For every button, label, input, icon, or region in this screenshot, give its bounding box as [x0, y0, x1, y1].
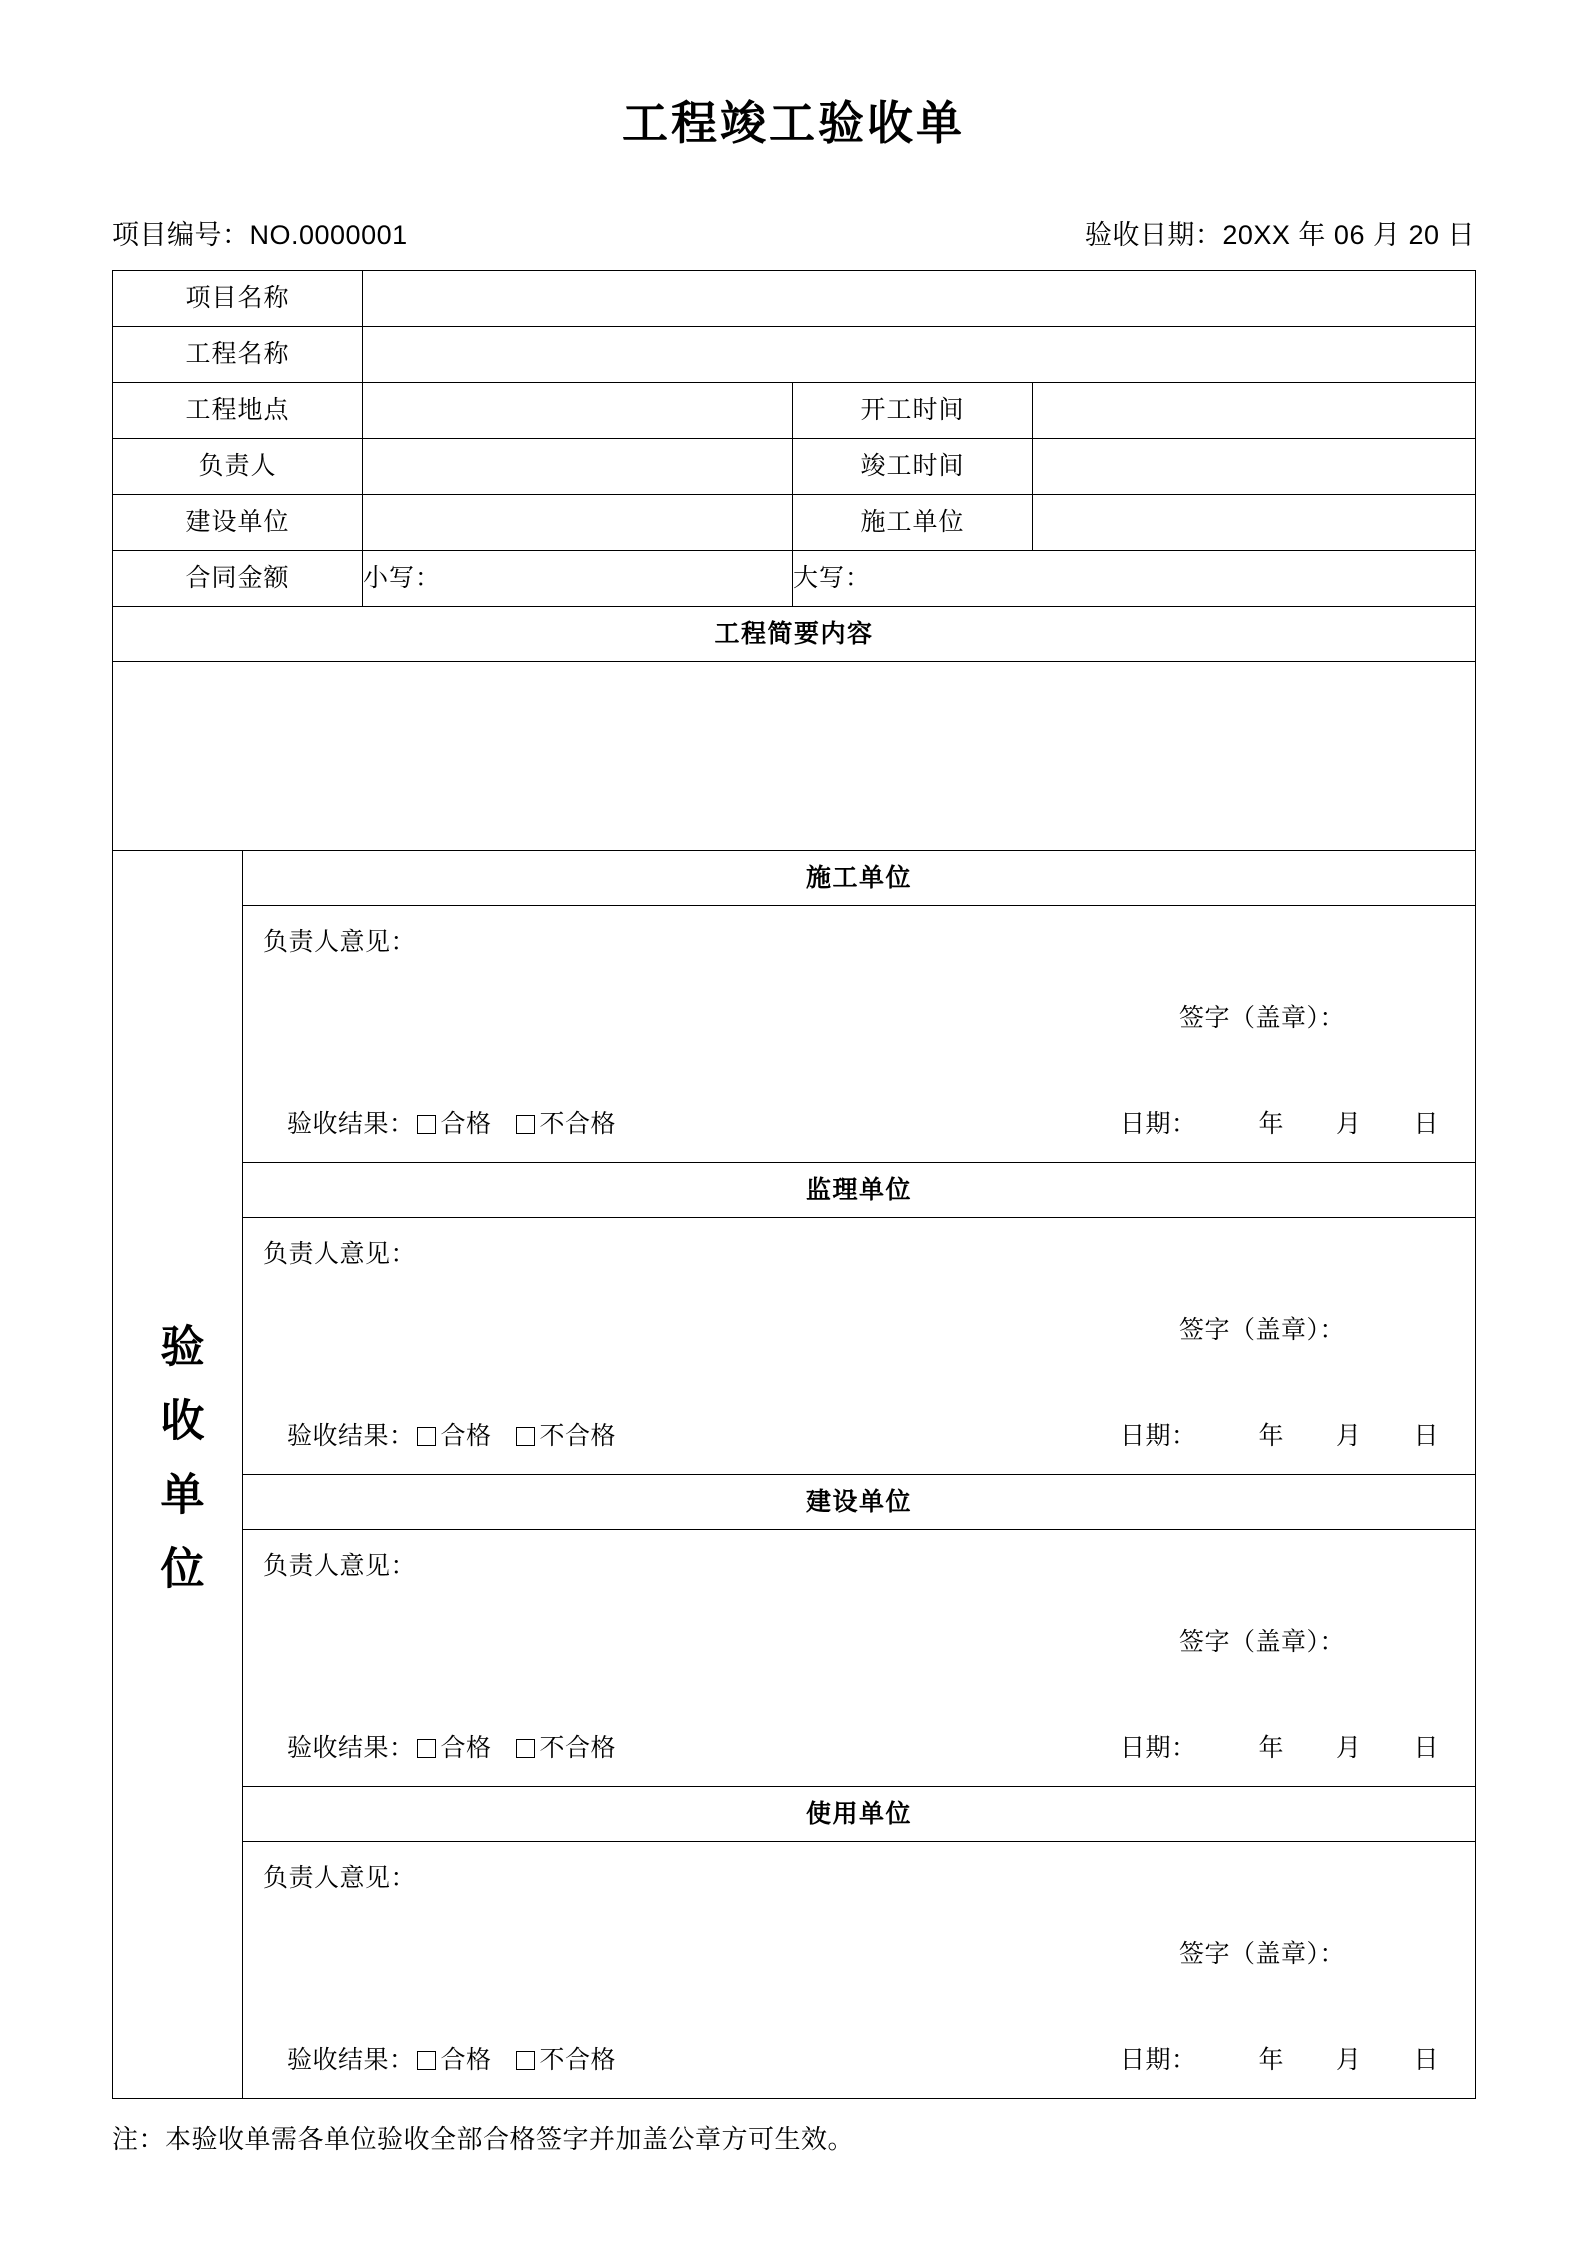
- pass-label-text: 合格: [440, 1734, 492, 1763]
- fail-label-text: 不合格: [539, 1734, 617, 1763]
- main-form-table: [112, 270, 1476, 2099]
- contractor-value[interactable]: [1033, 495, 1476, 551]
- date-label-text: 日期：: [1119, 1422, 1197, 1451]
- checkbox-fail-user[interactable]: [516, 2051, 535, 2070]
- month-label-text: 月: [1336, 1422, 1362, 1451]
- checkbox-pass-contractor[interactable]: [417, 1115, 436, 1134]
- opinion-label-owner: [263, 1546, 416, 1582]
- unit-name-owner: 建设单位: [243, 1475, 1475, 1530]
- construction-owner-value[interactable]: [363, 495, 793, 551]
- pass-label-text: 合格: [440, 1422, 492, 1451]
- fail-label-text: 不合格: [539, 2046, 617, 2075]
- day-label-text: 日: [1413, 1110, 1440, 1139]
- signature-label-text: 签字（盖章）：: [1179, 1940, 1346, 1969]
- acceptance-date-value: 20XX 年 06 月 20 日: [1222, 220, 1475, 251]
- completion-time-label: 竣工时间: [793, 439, 1033, 495]
- unit-name-supervisor: 监理单位: [243, 1163, 1475, 1218]
- table-row-summary-content: [113, 662, 1476, 851]
- unit-body-owner: [243, 1530, 1475, 1787]
- construction-owner-label: 建设单位: [113, 495, 363, 551]
- completion-time-value[interactable]: [1033, 439, 1476, 495]
- fail-label-text: 不合格: [539, 1110, 617, 1139]
- amount-upper-label: 大写：: [793, 564, 872, 593]
- opinion-label-contractor: [263, 922, 416, 958]
- day-label-text: 日: [1413, 2046, 1440, 2075]
- checkbox-fail-owner[interactable]: [516, 1739, 535, 1758]
- document-meta-row: [112, 213, 1475, 252]
- date-label-text: 日期：: [1119, 1110, 1197, 1139]
- date-line-contractor[interactable]: [1120, 1104, 1439, 1140]
- engineering-name-label: 工程名称: [113, 327, 363, 383]
- summary-header: 工程简要内容: [113, 607, 1476, 662]
- opinion-label-text: 负责人意见：: [263, 1864, 417, 1893]
- date-line-supervisor[interactable]: [1120, 1416, 1439, 1452]
- signature-label-user[interactable]: [1179, 1934, 1345, 1970]
- table-row-engineering-name: [113, 327, 1476, 383]
- opinion-label-text: 负责人意见：: [263, 928, 417, 957]
- responsible-person-value[interactable]: [363, 439, 793, 495]
- result-line-supervisor: [287, 1416, 616, 1452]
- year-label-text: 年: [1258, 1422, 1284, 1451]
- month-label-text: 月: [1336, 1734, 1362, 1763]
- unit-name-user: 使用单位: [243, 1787, 1475, 1842]
- signature-label-text: 签字（盖章）：: [1179, 1628, 1346, 1657]
- year-label-text: 年: [1258, 1110, 1284, 1139]
- responsible-person-label: 负责人: [113, 439, 363, 495]
- table-row-construction-owner: [113, 495, 1476, 551]
- checkbox-pass-supervisor[interactable]: [417, 1427, 436, 1446]
- acceptance-date: [1085, 213, 1475, 252]
- checkbox-fail-contractor[interactable]: [516, 1115, 535, 1134]
- result-label-text: 验收结果：: [287, 2046, 415, 2075]
- unit-body-supervisor: [243, 1218, 1475, 1475]
- opinion-label-user: [263, 1858, 416, 1894]
- project-name-label: 项目名称: [113, 271, 363, 327]
- table-row-contract-amount: [113, 551, 1476, 607]
- month-label-text: 月: [1336, 2046, 1362, 2075]
- pass-label-text: 合格: [440, 1110, 492, 1139]
- signature-label-contractor[interactable]: [1179, 998, 1345, 1034]
- start-time-label: 开工时间: [793, 383, 1033, 439]
- unit-name-contractor: 施工单位: [243, 851, 1475, 906]
- checkbox-pass-owner[interactable]: [417, 1739, 436, 1758]
- project-number: [112, 213, 408, 252]
- contract-amount-label: 合同金额: [113, 551, 363, 607]
- amount-upper-field[interactable]: [793, 551, 1476, 607]
- signature-label-text: 签字（盖章）：: [1179, 1316, 1346, 1345]
- result-label-text: 验收结果：: [287, 1734, 415, 1763]
- table-row-engineering-site: [113, 383, 1476, 439]
- unit-block-owner: [243, 1475, 1475, 1787]
- engineering-site-label: 工程地点: [113, 383, 363, 439]
- summary-content[interactable]: [113, 662, 1476, 851]
- year-label-text: 年: [1258, 2046, 1284, 2075]
- amount-lower-label: 小写：: [363, 564, 442, 593]
- pass-label-text: 合格: [440, 2046, 492, 2075]
- contractor-label: 施工单位: [793, 495, 1033, 551]
- unit-body-contractor: [243, 906, 1475, 1163]
- unit-block-user: [243, 1787, 1475, 2098]
- month-label-text: 月: [1336, 1110, 1362, 1139]
- table-row-project-name: [113, 271, 1476, 327]
- opinion-label-text: 负责人意见：: [263, 1552, 417, 1581]
- day-label-text: 日: [1413, 1422, 1440, 1451]
- opinion-label-text: 负责人意见：: [263, 1240, 417, 1269]
- amount-lower-field[interactable]: [363, 551, 793, 607]
- result-line-user: [287, 2040, 616, 2076]
- opinion-label-supervisor: [263, 1234, 416, 1270]
- project-number-label: 项目编号：: [112, 220, 250, 251]
- date-line-user[interactable]: [1120, 2040, 1439, 2076]
- acceptance-units-vertical-label-cell: [113, 851, 243, 2099]
- signature-label-text: 签字（盖章）：: [1179, 1004, 1346, 1033]
- year-label-text: 年: [1258, 1734, 1284, 1763]
- result-label-text: 验收结果：: [287, 1422, 415, 1451]
- engineering-site-value[interactable]: [363, 383, 793, 439]
- project-number-value: NO.0000001: [249, 220, 408, 251]
- table-row-summary-header: [113, 607, 1476, 662]
- checkbox-fail-supervisor[interactable]: [516, 1427, 535, 1446]
- project-name-value[interactable]: [363, 271, 1476, 327]
- page-title: 工程竣工验收单: [622, 97, 965, 149]
- date-line-owner[interactable]: [1120, 1728, 1439, 1764]
- result-line-owner: [287, 1728, 616, 1764]
- result-label-text: 验收结果：: [287, 1110, 415, 1139]
- unit-block-supervisor: [243, 1163, 1475, 1475]
- acceptance-date-label: 验收日期：: [1084, 220, 1223, 251]
- table-row-acceptance-units: [113, 851, 1476, 2099]
- acceptance-units-container: [243, 851, 1476, 2099]
- acceptance-units-vertical-label: 验收单位: [153, 1323, 203, 1620]
- unit-block-contractor: [243, 851, 1475, 1163]
- fail-label-text: 不合格: [539, 1422, 617, 1451]
- checkbox-pass-user[interactable]: [417, 2051, 436, 2070]
- signature-label-supervisor[interactable]: [1179, 1310, 1345, 1346]
- table-row-responsible-person: [113, 439, 1476, 495]
- start-time-value[interactable]: [1033, 383, 1476, 439]
- engineering-name-value[interactable]: [363, 327, 1476, 383]
- result-line-contractor: [287, 1104, 616, 1140]
- date-label-text: 日期：: [1119, 2046, 1197, 2075]
- unit-body-user: [243, 1842, 1475, 2099]
- signature-label-owner[interactable]: [1179, 1622, 1345, 1658]
- day-label-text: 日: [1413, 1734, 1440, 1763]
- date-label-text: 日期：: [1119, 1734, 1197, 1763]
- footer-note: 注：本验收单需各单位验收全部合格签字并加盖公章方可生效。: [112, 2124, 855, 2155]
